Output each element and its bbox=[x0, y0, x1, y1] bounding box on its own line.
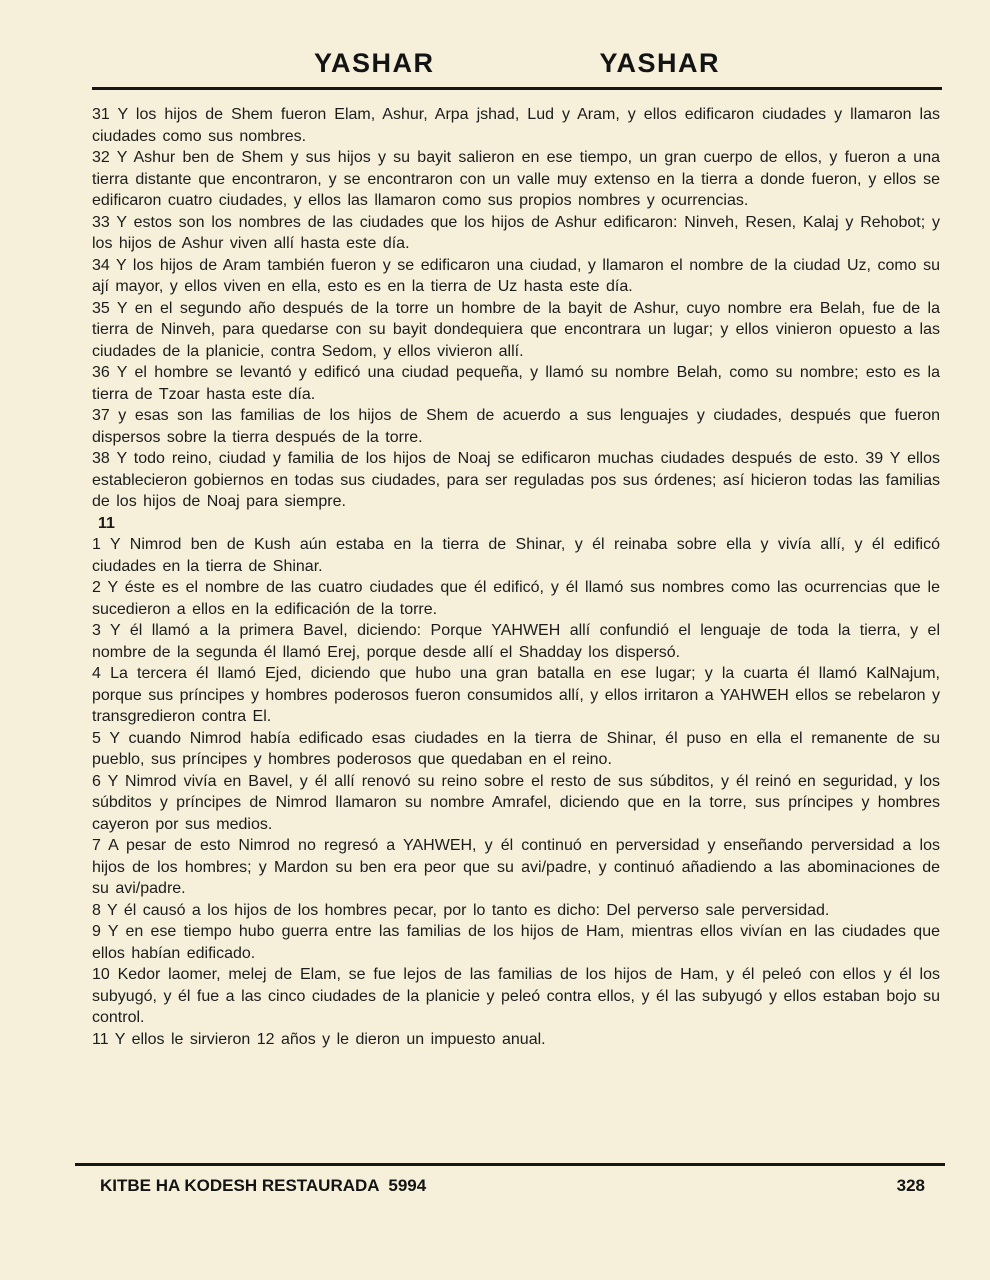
verse-paragraph-10: 10 Kedor laomer, melej de Elam, se fue lejos de las familias de los hijos de Ham, y él peleó con ellos y él los subyugó, y él fue a las cinco ciudades de la planicie y peleó contra ellos, y él las subyugó y ellos estaban bojo su control. bbox=[92, 966, 940, 1026]
header-title-left: YASHAR bbox=[313, 48, 435, 78]
header-title-right: YASHAR bbox=[599, 48, 721, 78]
verse-paragraph-34: 34 Y los hijos de Aram también fueron y se edificaron una ciudad, y llamaron el nombre de la ciudad Uz, como su ají mayor, y ellos viven en ella, esto es en la tierra de Uz hasta este día. bbox=[92, 256, 940, 295]
verse-paragraph-5: 5 Y cuando Nimrod había edificado esas ciudades en la tierra de Shinar, él puso en ella el remanente de su pueblo, sus príncipes y hombres poderosos que quedaban en el reino. bbox=[92, 729, 940, 768]
footer-rule bbox=[75, 1163, 945, 1166]
footer-page-number: 328 bbox=[896, 1176, 925, 1195]
verse-paragraph-35: 35 Y en el segundo año después de la torre un hombre de la bayit de Ashur, cuyo nombre era Belah, fue de la tierra de Ninveh, para quedarse con su bayit dondequiera que encontrara un lugar; y ellos vinieron opuesto a las ciudades de la planicie, contra Sedom, y ellos vivieron allí. bbox=[92, 299, 940, 360]
verse-paragraph-1: 1 Y Nimrod ben de Kush aún estaba en la tierra de Shinar, y él reinaba sobre ella y vivía allí, y él edificó ciudades en la tierra de Shinar. bbox=[92, 536, 940, 575]
footer-book-title: KITBE HA KODESH RESTAURADA 5994 bbox=[100, 1176, 427, 1195]
verse-paragraph-4: 4 La tercera él llamó Ejed, diciendo que hubo una gran batalla en ese lugar; y la cuarta él llamó KalNajum, porque sus príncipes y hombres poderosos fueron consumidos allí, y ellos irritaron a YAHWEH ellos se rebelaron y transgredieron contra El. bbox=[92, 665, 941, 725]
page-header bbox=[92, 48, 942, 79]
verse-paragraph-2: 2 Y éste es el nombre de las cuatro ciudades que él edificó, y él llamó sus nombres como las ocurrencias que le sucedieron a ellos en la edificación de la torre. bbox=[92, 579, 940, 618]
verse-paragraph-36: 36 Y el hombre se levantó y edificó una ciudad pequeña, y llamó su nombre Belah, como su nombre; esto es la tierra de Tzoar hasta este día. bbox=[92, 364, 940, 403]
verse-paragraph-8: 8 Y él causó a los hijos de los hombres pecar, por lo tanto es dicho: Del perverso sale perversidad. bbox=[92, 901, 830, 919]
verse-paragraph-7: 7 A pesar de esto Nimrod no regresó a YAHWEH, y él continuó en perversidad y enseñando perversidad a los hijos de los hombres; y Mardon su ben era peor que su avi/padre, y continuó añadiendo a las abominaciones de su avi/padre. bbox=[92, 837, 940, 897]
verse-paragraph-31: 31 Y los hijos de Shem fueron Elam, Ashur, Arpa jshad, Lud y Aram, y ellos edificaron ciudades y llamaron las ciudades como sus nombres. bbox=[92, 106, 940, 145]
verse-paragraph-38-39: 38 Y todo reino, ciudad y familia de los hijos de Noaj se edificaron muchas ciudades después de esto. 39 Y ellos establecieron gobiernos en todas sus ciudades, para ser reguladas pos sus órdenes; así hicieron todas las familias de los hijos de Noaj para siempre. bbox=[92, 450, 940, 510]
body-text bbox=[92, 104, 940, 1050]
verse-paragraph-11: 11 Y ellos le sirvieron 12 años y le dieron un impuesto anual. bbox=[92, 1030, 546, 1048]
header-rule bbox=[92, 87, 942, 90]
chapter-heading: 11 bbox=[98, 514, 115, 532]
page-footer bbox=[100, 1176, 925, 1196]
verse-paragraph-37: 37 y esas son las familias de los hijos de Shem de acuerdo a sus lenguajes y ciudades, después que fueron dispersos sobre la tierra después de la torre. bbox=[92, 407, 940, 446]
verse-paragraph-32: 32 Y Ashur ben de Shem y sus hijos y su bayit salieron en ese tiempo, un gran cuerpo de ellos, y fueron a una tierra distante que encontraron, y se encontraron con un valle muy extenso en la tierra a donde fueron, y ellos se edificaron cuatro ciudades, y ellos las llamaron como sus propios nombres y ocurrencias. bbox=[92, 149, 940, 209]
verse-paragraph-33: 33 Y estos son los nombres de las ciudades que los hijos de Ashur edificaron: Ninveh, Resen, Kalaj y Rehobot; y los hijos de Ashur viven allí hasta este día. bbox=[92, 213, 940, 252]
verse-paragraph-6: 6 Y Nimrod vivía en Bavel, y él allí renovó su reino sobre el resto de sus súbditos, y él reinó en seguridad, y los súbditos y príncipes de Nimrod llamaron su nombre Amrafel, diciendo que en la torre, sus príncipes y hombres cayeron por sus medios. bbox=[92, 772, 940, 833]
verse-paragraph-9: 9 Y en ese tiempo hubo guerra entre las familias de los hijos de Ham, mientras ellos vivían en las ciudades que ellos habían edificado. bbox=[92, 923, 940, 962]
verse-paragraph-3: 3 Y él llamó a la primera Bavel, diciendo: Porque YAHWEH allí confundió el lenguaje de toda la tierra, y el nombre de la segunda él llamó Erej, porque desde allí el Shadday los dispersó. bbox=[92, 622, 940, 661]
